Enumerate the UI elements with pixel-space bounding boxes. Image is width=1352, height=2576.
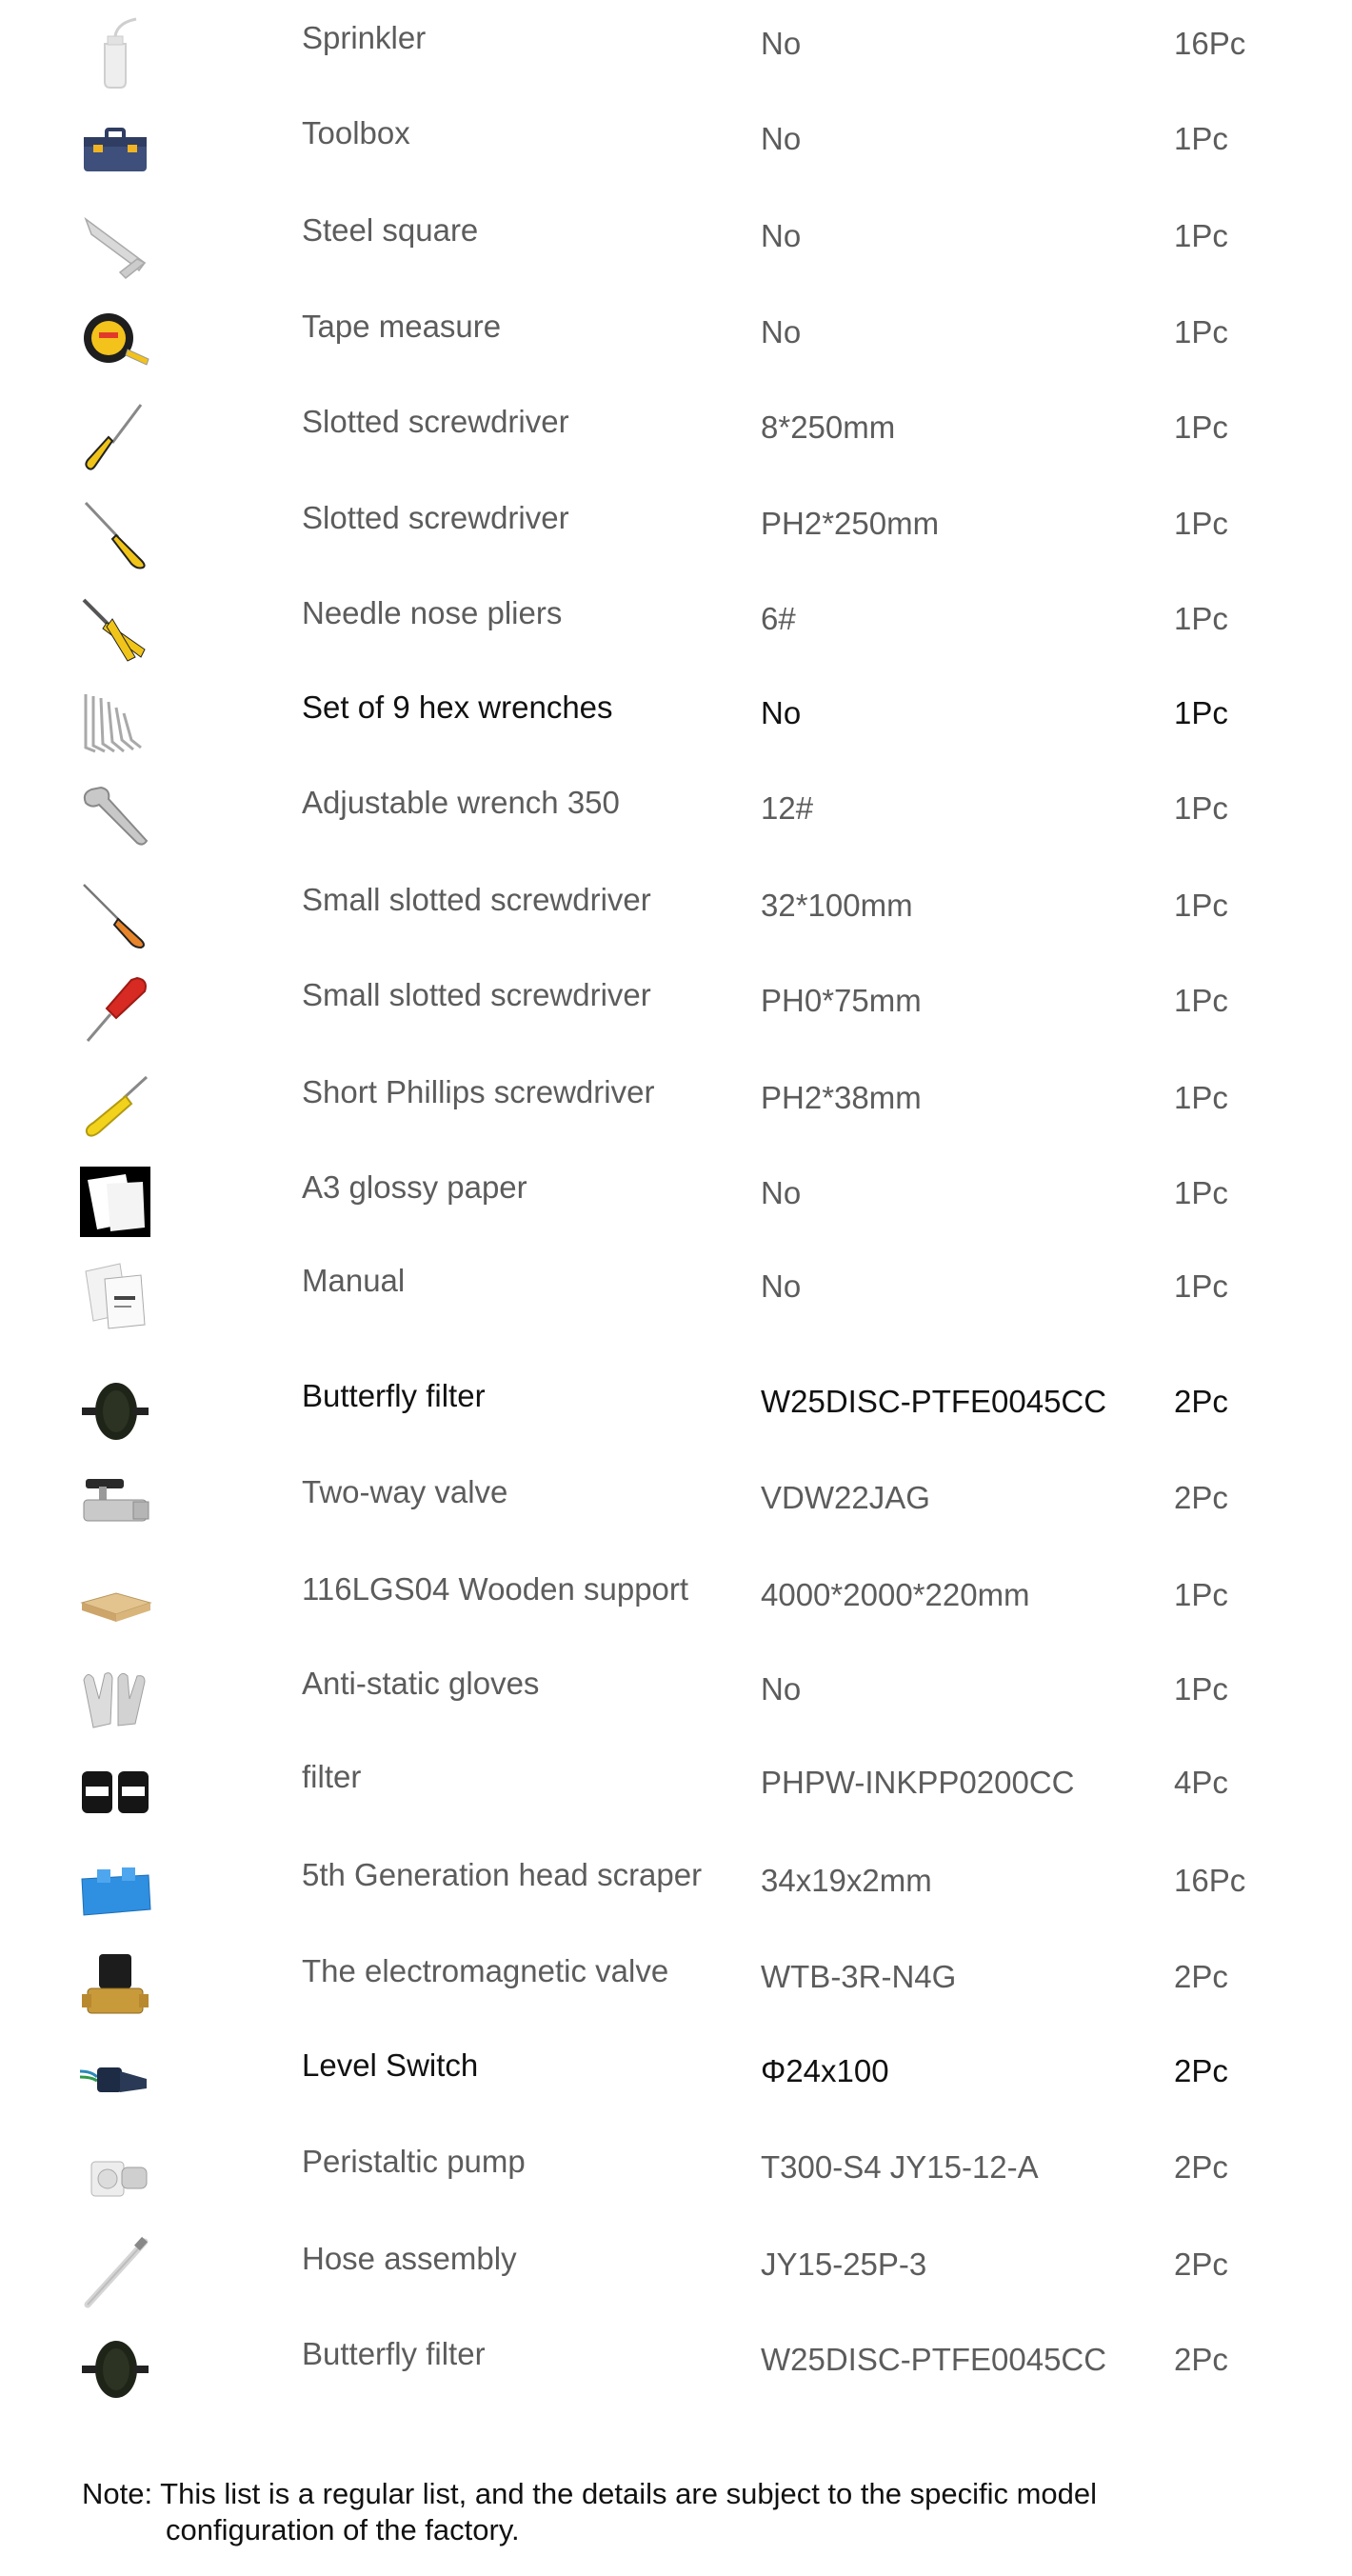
part-name: Butterfly filter (302, 1378, 486, 1413)
part-name: Adjustable wrench 350 (302, 785, 620, 820)
toolbox-icon (78, 110, 152, 185)
part-qty: 1Pc (1174, 1268, 1228, 1304)
hex-wrench-set-icon (78, 685, 152, 759)
table-row (0, 1149, 1352, 1245)
part-qty: 2Pc (1174, 2053, 1228, 2088)
part-spec: 8*250mm (761, 409, 896, 445)
part-qty: 1Pc (1174, 601, 1228, 636)
table-row (0, 0, 1352, 95)
part-qty: 1Pc (1174, 790, 1228, 826)
glossy-paper-icon (78, 1165, 152, 1239)
part-spec: Φ24x100 (761, 2053, 889, 2088)
part-name: Small slotted screwdriver (302, 882, 651, 917)
butterfly-filter-icon (78, 2331, 152, 2406)
part-qty: 1Pc (1174, 1080, 1228, 1115)
ink-filter-icon (78, 1754, 152, 1828)
table-row (0, 2027, 1352, 2123)
part-name: Small slotted screwdriver (302, 977, 651, 1012)
table-row (0, 192, 1352, 288)
part-name: Needle nose pliers (302, 595, 563, 630)
table-row (0, 1454, 1352, 1549)
part-name: Toolbox (302, 115, 410, 150)
part-name: Steel square (302, 212, 479, 248)
short-screwdriver-icon (78, 1069, 152, 1144)
part-name: Butterfly filter (302, 2336, 486, 2371)
small-screwdriver-icon (78, 877, 152, 951)
part-spec: PH2*250mm (761, 506, 940, 541)
part-qty: 2Pc (1174, 2342, 1228, 2377)
peristaltic-pump-icon (78, 2139, 152, 2213)
part-qty: 1Pc (1174, 695, 1228, 730)
part-spec: 34x19x2mm (761, 1863, 932, 1898)
part-name: Manual (302, 1263, 406, 1298)
part-qty: 2Pc (1174, 1480, 1228, 1515)
table-row (0, 384, 1352, 479)
part-name: Peristaltic pump (302, 2144, 526, 2179)
note-line-1: Note: This list is a regular list, and the details are subject to the specific model (82, 2477, 1098, 2510)
steel-square-icon (78, 208, 152, 282)
solenoid-valve-icon (78, 1948, 152, 2023)
table-row (0, 575, 1352, 670)
part-qty: 2Pc (1174, 2149, 1228, 2185)
table-row (0, 669, 1352, 765)
red-screwdriver-icon (78, 972, 152, 1047)
sprinkler-bottle-icon (78, 15, 152, 90)
part-qty: 4Pc (1174, 1765, 1228, 1800)
part-qty: 16Pc (1174, 26, 1246, 61)
part-spec: No (761, 314, 802, 349)
screwdriver-icon (78, 495, 152, 569)
part-qty: 2Pc (1174, 1384, 1228, 1419)
part-name: Short Phillips screwdriver (302, 1074, 655, 1109)
part-name: 5th Generation head scraper (302, 1857, 703, 1892)
table-row (0, 862, 1352, 957)
part-name: A3 glossy paper (302, 1169, 527, 1205)
part-name: Level Switch (302, 2047, 479, 2083)
part-spec: VDW22JAG (761, 1480, 930, 1515)
part-spec: No (761, 121, 802, 156)
part-name: The electromagnetic valve (302, 1953, 669, 1988)
part-spec: WTB-3R-N4G (761, 1959, 957, 1994)
part-spec: No (761, 1268, 802, 1304)
part-name: filter (302, 1759, 362, 1794)
part-name: Set of 9 hex wrenches (302, 689, 613, 725)
table-row (0, 1739, 1352, 1834)
part-spec: 32*100mm (761, 888, 913, 923)
table-row (0, 765, 1352, 860)
table-row (0, 95, 1352, 190)
table-row (0, 1933, 1352, 2028)
part-spec: W25DISC-PTFE0045CC (761, 1384, 1107, 1419)
part-spec: 12# (761, 790, 814, 826)
butterfly-filter-icon (78, 1373, 152, 1448)
part-qty: 1Pc (1174, 314, 1228, 349)
part-qty: 2Pc (1174, 1959, 1228, 1994)
table-row (0, 480, 1352, 575)
screwdriver-icon (78, 399, 152, 473)
gloves-icon (78, 1661, 152, 1735)
part-qty: 1Pc (1174, 888, 1228, 923)
part-spec: PHPW-INKPP0200CC (761, 1765, 1075, 1800)
table-row (0, 2124, 1352, 2219)
wooden-pallet-icon (78, 1567, 152, 1641)
part-name: Anti-static gloves (302, 1666, 540, 1701)
part-spec: No (761, 1175, 802, 1210)
table-row (0, 2221, 1352, 2316)
part-spec: No (761, 218, 802, 253)
part-spec: W25DISC-PTFE0045CC (761, 2342, 1107, 2377)
part-qty: 1Pc (1174, 1671, 1228, 1707)
hose-assembly-icon (78, 2236, 152, 2310)
part-spec: T300-S4 JY15-12-A (761, 2149, 1039, 2185)
part-name: 116LGS04 Wooden support (302, 1571, 689, 1607)
part-spec: No (761, 695, 802, 730)
part-spec: No (761, 1671, 802, 1707)
table-row (0, 1358, 1352, 1453)
two-way-valve-icon (78, 1469, 152, 1544)
manual-icon (78, 1258, 152, 1332)
part-qty: 1Pc (1174, 409, 1228, 445)
note-line-2: configuration of the factory. (166, 2513, 520, 2546)
part-name: Two-way valve (302, 1474, 508, 1509)
part-spec: PH0*75mm (761, 983, 922, 1018)
part-name: Slotted screwdriver (302, 404, 569, 439)
part-name: Sprinkler (302, 20, 427, 55)
table-row (0, 957, 1352, 1052)
level-switch-icon (78, 2043, 152, 2117)
part-name: Slotted screwdriver (302, 500, 569, 535)
table-row (0, 2316, 1352, 2411)
pliers-icon (78, 590, 152, 665)
part-spec: JY15-25P-3 (761, 2247, 927, 2282)
head-scraper-icon (78, 1852, 152, 1927)
part-qty: 1Pc (1174, 506, 1228, 541)
table-row (0, 1646, 1352, 1741)
table-row (0, 289, 1352, 384)
table-row (0, 1837, 1352, 1932)
adjustable-wrench-icon (78, 780, 152, 854)
part-qty: 1Pc (1174, 1175, 1228, 1210)
part-spec: 6# (761, 601, 796, 636)
footnote (82, 2476, 1320, 2548)
part-name: Tape measure (302, 309, 502, 344)
part-qty: 1Pc (1174, 121, 1228, 156)
part-spec: 4000*2000*220mm (761, 1577, 1030, 1612)
part-name: Hose assembly (302, 2241, 517, 2276)
part-qty: 1Pc (1174, 218, 1228, 253)
table-row (0, 1551, 1352, 1647)
part-spec: PH2*38mm (761, 1080, 922, 1115)
part-qty: 1Pc (1174, 983, 1228, 1018)
tape-measure-icon (78, 304, 152, 378)
part-qty: 16Pc (1174, 1863, 1246, 1898)
part-qty: 1Pc (1174, 1577, 1228, 1612)
table-row (0, 1054, 1352, 1149)
part-spec: No (761, 26, 802, 61)
part-qty: 2Pc (1174, 2247, 1228, 2282)
table-row (0, 1243, 1352, 1338)
